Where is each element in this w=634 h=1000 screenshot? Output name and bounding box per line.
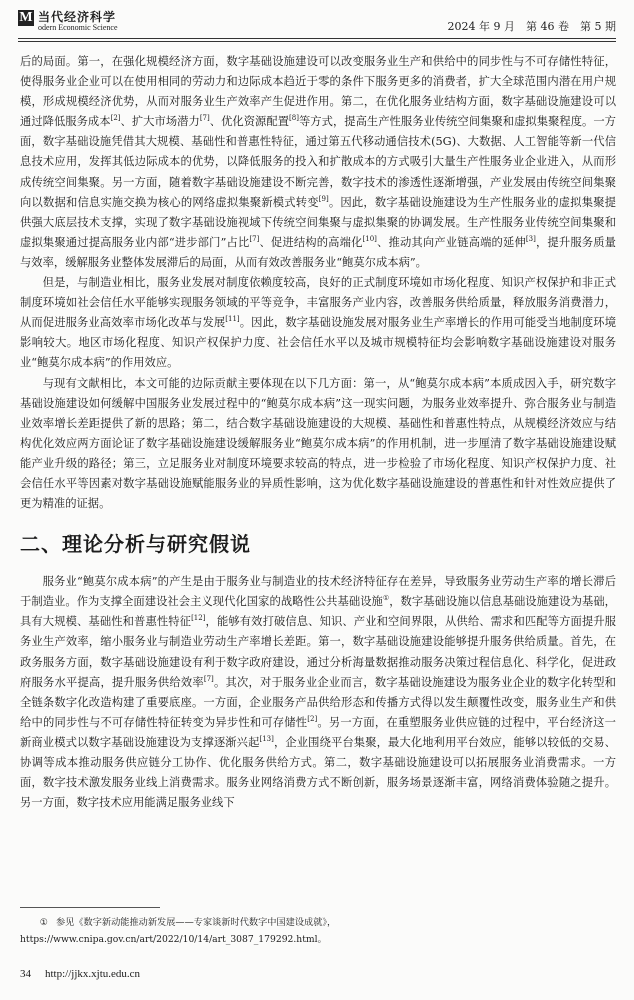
journal-name-en: odern Economic Science — [38, 23, 118, 32]
paragraph — [20, 374, 616, 515]
citation-mark[interactable]: [2] — [307, 715, 318, 724]
citation-mark[interactable]: [9] — [318, 194, 329, 203]
text-run: 。另一方面，在重塑服务业供应链的过程中，平台经济这一新商业模式以数字基础设施建设为支撑逐渐兴起 — [20, 715, 616, 749]
text-run: ，能够有效打破信息、知识、产业和空间界限，从供给、需求和匹配等方面提升服务业生产效率，缩小服务业与制造业劳动生产率增长差距。第一，数字基础设施建设能够提升服务供给质量。首先，在政务服务方面，数字基础设施建设有利于数字政府建设，通过分析海量数据推动服务决策过程信息化、科学化，促进政府服务水平提高，提升服务供给效率 — [20, 615, 616, 689]
text-run: 、扩大市场潜力 — [120, 115, 200, 129]
citation-mark[interactable]: [11] — [225, 315, 240, 324]
text-run: 但是，与制造业相比，服务业发展对制度依赖度较高，良好的正式制度环境如市场化程度、知识产权保护和非正式制度环境如社会信任水平能够实现服务领域的平等竞争，丰富服务产业内容，改善服务供给质量，释放服务消费潜力，从而促进服务业高效率市场化改革与发展 — [20, 276, 616, 330]
section-title: 二、理论分析与研究假说 — [20, 532, 251, 557]
header-rule — [18, 38, 616, 39]
citation-mark[interactable]: [10] — [362, 235, 377, 244]
text-run: 等方式，提高生产性服务业传统空间集聚和虚拟集聚程度。一方面，数字基础设施凭借其大规模、基础性和普惠性特征，通过第五代移动通信技术(5G)、大数据、人工智能等新一代信息技术应用，发挥其低边际成本的优势，以降低服务的投入和扩散成本的方式吸引大量生产性服务业企业进入，从而形成传统空间集聚。另一方面，随着数字基础设施建设不断完善，数字技术的渗透性逐渐增强，产业发展由传统空间集聚向以数据和信息实施交换为核心的网络虚拟集聚新模式转变 — [20, 115, 616, 209]
footnote-text: 参见《数字新动能推动新发展——专家谈新时代数字中国建设成就》，https://www.cnipa.gov.cn/art/2022/10/14/art_3087_179292.html。 — [20, 917, 337, 945]
citation-mark[interactable]: [8] — [289, 114, 299, 123]
text-run: ，提升服务质量与效率，缓解服务业整体发展滞后的局面，从而有效改善服务业“鲍莫尔成本病”。 — [20, 235, 616, 269]
footnote — [20, 914, 610, 948]
citation-mark[interactable]: [7] — [199, 114, 210, 123]
citation-mark[interactable]: [12] — [191, 614, 206, 623]
header-rule-thin — [18, 41, 616, 42]
text-run: 。其次，对于服务业企业而言，数字基础设施建设为服务业企业的数字化转型和全链条数字化改造构建了重要底座。一方面，企业服务产品供给形态和传播方式得以发生颠覆性改变，服务业生产和供给中的同步性与不可存储性特征转变为异步性和可存储性 — [20, 675, 616, 729]
journal-url[interactable]: http://jjkx.xjtu.edu.cn — [45, 968, 141, 980]
footnote-rule — [20, 907, 160, 908]
footnote-mark: ① — [39, 917, 48, 928]
page-header — [18, 8, 616, 38]
section-paragraph — [20, 572, 616, 813]
citation-mark[interactable]: [2] — [110, 114, 121, 123]
text-run: 。因此，数字基础设施建设为生产性服务业的虚拟集聚提供强大底层技术支撑，实现了数字基础设施视域下传统空间集聚与虚拟集聚的协调发展。生产性服务业传统空间集聚和虚拟集聚通过提高服务业内部“进步部门”占比 — [20, 195, 616, 249]
citation-mark[interactable]: [13] — [259, 735, 274, 744]
text-run: 后的局面。第一，在强化规模经济方面，数字基础设施建设可以改变服务业生产和供给中的同步性与不可存储性特征，使得服务业企业可以在使用相同的劳动力和边际成本趋近于零的条件下服务更多的消费者，扩大全球范围内潜在用户规模，形成规模经济优势，从而对服务业生产效率产生促进作用。第二，在优化服务业结构方面，数字基础设施建设可以通过降低服务成本 — [20, 55, 616, 129]
text-run: ，数字基础设施以信息基础设施建设为基础，具有大规模、基础性和普惠性特征 — [20, 595, 616, 629]
journal-logo: M — [19, 10, 33, 25]
text-run: 服务业“鲍莫尔成本病”的产生是由于服务业与制造业的技术经济特征存在差异，导致服务业劳动生产率的增长滞后于制造业。作为支撑全面建设社会主义现代化国家的战略性公共基础设施 — [20, 575, 616, 609]
text-run: 、推动其向产业链高端的延伸 — [376, 235, 526, 249]
paragraph — [20, 52, 616, 273]
citation-mark[interactable]: [3] — [525, 235, 536, 244]
citation-mark[interactable]: [7] — [203, 674, 214, 683]
article-body — [20, 52, 616, 813]
page-footer — [20, 968, 154, 980]
paragraph — [20, 273, 616, 373]
text-run: 、优化资源配置 — [209, 115, 290, 129]
page-number: 34 — [20, 968, 31, 980]
text-run: ，企业围绕平台集聚，最大化地利用平台效应，能够以较低的交易、协调等成本推动服务供应链分工协作、优化服务供给方式。第二，数字基础设施建设可以拓展服务业消费需求。一方面，数字技术激发服务业线上消费需求。服务业网络消费方式不断创新，服务场景逐渐丰富，网络消费体验随之提升。另一方面，数字技术应用能满足服务业线下 — [20, 735, 616, 810]
text-run: 。因此，数字基础设施发展对服务业生产率增长的作用可能受当地制度环境影响较大。地区市场化程度、知识产权保护力度、社会信任水平以及城市规模特征均会影响数字基础设施建设对服务业“鲍莫尔成本病”的作用效应。 — [20, 316, 616, 370]
citation-mark[interactable]: [7] — [249, 235, 260, 244]
journal-name-cn: 当代经济科学 — [38, 10, 117, 24]
text-run: 、促进结构的高端化 — [259, 235, 363, 249]
paragraph-list — [20, 52, 616, 514]
issue-info: 2024 年 9 月 第 46 卷 第 5 期 — [447, 20, 616, 33]
citation-mark[interactable]: ① — [382, 594, 390, 603]
text-run: 与现有文献相比，本文可能的边际贡献主要体现在以下几方面：第一，从“鲍莫尔成本病”本质成因入手，研究数字基础设施建设如何缓解中国服务业发展过程中的“鲍莫尔成本病”这一现实问题，为服务业效率提升、弥合服务业与制造业效率增长差距提供了新的思路；第二，结合数字基础设施建设的大规模、基础性和普惠性特点，从规模经济效应与结构优化效应两方面论证了数字基础设施建设缓解服务业“鲍莫尔成本病”的作用机制，进一步厘清了数字基础设施建设赋能产业升级的路径；第三，立足服务业对制度环境要求较高的特点，进一步检验了市场化程度、知识产权保护力度、社会信任水平等因素对数字基础设施赋能服务业的异质性影响，这为优化数字基础设施建设的普惠性和针对性效应提供了更为精准的证据。 — [20, 376, 616, 511]
